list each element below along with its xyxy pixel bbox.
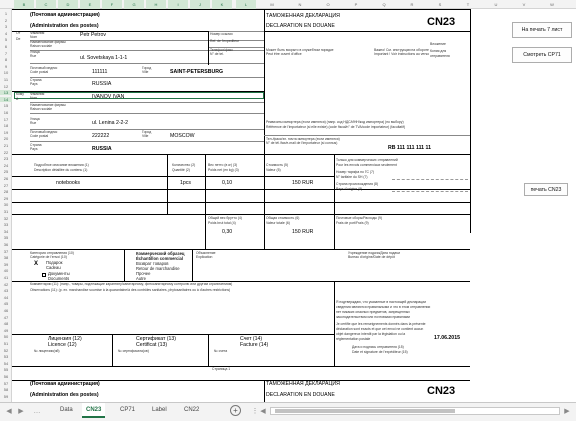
row-header[interactable]: 45	[3, 301, 9, 307]
row-header[interactable]: 23	[3, 156, 9, 162]
recipient-country[interactable]: RUSSIA	[92, 146, 112, 152]
row-header[interactable]: 10	[3, 70, 9, 76]
total-weight[interactable]: 0,30	[222, 229, 233, 235]
form-code: CN23	[427, 16, 456, 28]
row-header[interactable]: 25	[3, 169, 9, 175]
row-header[interactable]: 12	[3, 83, 9, 89]
licence-no: № лицензии(ий)	[34, 349, 60, 353]
tab-split-handle[interactable]: ⋮	[251, 408, 259, 415]
row-header[interactable]: 50	[3, 334, 9, 340]
row-header[interactable]: 3	[4, 24, 8, 30]
category-documents-checkbox[interactable]	[42, 273, 46, 277]
declaration-title-en: DECLARATION EN DOUANE	[266, 23, 335, 29]
row-header[interactable]: 55	[3, 367, 9, 373]
row-header[interactable]: 44	[3, 294, 9, 300]
column-header[interactable]: W	[550, 2, 554, 7]
row-header[interactable]: 16	[3, 110, 9, 115]
sheet-tab-bar	[0, 402, 576, 421]
item-weight[interactable]: 0,10	[222, 180, 233, 186]
row-header[interactable]: 53	[3, 354, 9, 360]
row-header[interactable]: 41	[3, 275, 9, 280]
column-header[interactable]: I	[168, 0, 188, 9]
declaration-date[interactable]: 17.06.2015	[434, 335, 460, 341]
add-sheet-icon[interactable]: +	[230, 405, 241, 416]
item-description[interactable]: notebooks	[56, 180, 80, 186]
row-header[interactable]: 29	[3, 195, 9, 201]
tab-label[interactable]: Label	[152, 407, 167, 413]
row-header[interactable]: 58	[3, 387, 9, 393]
sender-country[interactable]: RUSSIA	[92, 81, 112, 87]
horizontal-scrollbar[interactable]	[270, 407, 560, 415]
row-header[interactable]: 54	[3, 360, 9, 366]
certificate-label: Certificat (13)	[136, 342, 168, 348]
tab-cn22[interactable]: CN22	[184, 407, 200, 413]
scroll-tabs-left-icon[interactable]: ◀	[6, 408, 12, 415]
admin-title-en: (Administration des postes)	[30, 23, 99, 29]
row-header[interactable]: 31	[3, 209, 9, 214]
row-header[interactable]: 14	[0, 97, 12, 102]
row-header[interactable]: 27	[3, 182, 9, 188]
column-header[interactable]: S	[438, 2, 442, 7]
row-header[interactable]: 56	[3, 374, 9, 379]
print-7-sheet-button[interactable]: На печать 7 лист	[512, 22, 572, 38]
column-header[interactable]: B	[14, 0, 34, 9]
invoice-no: № счета	[214, 349, 228, 353]
row-header[interactable]: 2	[4, 17, 8, 23]
certificate-no: № сертификата(ов)	[118, 349, 149, 353]
row-header[interactable]: 57	[3, 380, 9, 386]
row-header[interactable]: 51	[3, 341, 9, 346]
row-header[interactable]: 26	[3, 176, 9, 181]
row-header[interactable]: 8	[4, 57, 8, 63]
row-header[interactable]: 46	[3, 308, 9, 313]
row-header[interactable]: 11	[3, 77, 9, 82]
admin-title: (Почтовая администрация)	[30, 12, 100, 18]
recipient-city[interactable]: MOSCOW	[170, 133, 195, 139]
row-header[interactable]: 42	[3, 281, 9, 287]
column-header[interactable]: F	[102, 0, 122, 9]
invoice-label: Facture (14)	[240, 342, 269, 348]
column-header[interactable]: C	[36, 0, 56, 9]
row-header[interactable]: 9	[4, 63, 8, 69]
column-header[interactable]: K	[212, 0, 232, 9]
commercial-only-label: Только для коммерческих отправлений	[336, 158, 398, 162]
category-other[interactable]: Autre	[136, 276, 147, 281]
row-header[interactable]: 7	[4, 50, 8, 56]
column-header[interactable]: O	[326, 2, 330, 7]
row-header[interactable]: 32	[3, 215, 9, 221]
row-header[interactable]: 13	[0, 90, 12, 95]
column-headers	[0, 0, 576, 9]
column-header[interactable]: D	[58, 0, 78, 9]
row-header[interactable]: 40	[3, 268, 9, 274]
column-header[interactable]: T	[466, 2, 470, 7]
recipient-street[interactable]: ul. Lenina 2-2-2	[92, 120, 129, 126]
tab-cn23[interactable]: CN23	[82, 403, 105, 418]
declaration-title: ТАМОЖЕННАЯ ДЕКЛАРАЦИЯ	[266, 13, 340, 19]
row-header[interactable]: 21	[3, 143, 9, 148]
total-value[interactable]: 150 RUR	[292, 229, 314, 235]
scroll-tabs-right-icon[interactable]: ▶	[18, 408, 24, 415]
row-header[interactable]: 17	[3, 116, 9, 122]
row-header[interactable]: 59	[3, 393, 9, 399]
column-header[interactable]: E	[80, 0, 100, 9]
row-header[interactable]: 19	[3, 129, 9, 135]
sender-postcode[interactable]: 111111	[92, 69, 108, 75]
comments-en: Observations (11): (p. ex. marchandise soumise à la quarantaine/à des contrôles sanitaires, phytosanitaires ou à d'autres restrictions)	[30, 288, 231, 292]
comments-ru: Комментарии (11): (напр., товары, подлежащие карантину/санитарному, фитосанитарному контролю или другим ограничениям)	[30, 282, 233, 286]
importer-ref: Реквизиты импортера (если имеются) (напр. код НДС/ИНН/код импортера) (по выбору)	[266, 120, 404, 124]
column-header[interactable]: M	[270, 2, 274, 7]
declaration-text: Я подтверждаю, что указанные в настоящей декларации	[336, 300, 426, 304]
row-header[interactable]: 38	[3, 255, 9, 261]
column-header[interactable]: J	[190, 0, 210, 9]
column-header[interactable]: L	[236, 0, 256, 9]
row-header[interactable]: 1	[4, 11, 8, 16]
column-header[interactable]: R	[410, 2, 414, 7]
column-header[interactable]: N	[298, 2, 302, 7]
from-label: От	[16, 31, 21, 35]
row-header[interactable]: 30	[3, 202, 9, 208]
barcode-number: RB 111 111 111 11	[388, 145, 431, 151]
column-header[interactable]: G	[124, 0, 144, 9]
tab-cp71[interactable]: CP71	[120, 407, 136, 413]
row-headers	[0, 9, 12, 402]
row-header[interactable]: 37	[3, 248, 9, 254]
row-header[interactable]: 43	[3, 288, 9, 294]
sender-name[interactable]: Petr Petrov	[80, 32, 106, 38]
licence-label: Licence (12)	[48, 342, 77, 348]
scroll-right-icon[interactable]: ▶	[564, 408, 570, 415]
column-header[interactable]: V	[522, 2, 526, 7]
column-header[interactable]: P	[354, 2, 358, 7]
item-value[interactable]: 150 RUR	[292, 180, 314, 186]
sender-city[interactable]: SAINT-PETERSBURG	[170, 69, 224, 75]
recipient-name[interactable]: IVANOV IVAN	[92, 94, 125, 100]
row-header[interactable]: 33	[3, 222, 9, 228]
selected-cell-range[interactable]	[14, 92, 264, 99]
row-header[interactable]: 34	[3, 228, 9, 234]
category-return[interactable]: Retour de marchandise	[136, 266, 180, 271]
row-header[interactable]: 20	[3, 136, 9, 142]
column-header[interactable]: Q	[382, 2, 386, 7]
category-gift[interactable]: Cadeau	[46, 265, 61, 270]
row-header[interactable]: 18	[3, 123, 9, 129]
gift-check-mark[interactable]: X	[34, 261, 39, 267]
row-header[interactable]: 48	[3, 321, 9, 327]
horizontal-scrollbar-thumb[interactable]	[275, 409, 455, 413]
column-header[interactable]: U	[494, 2, 498, 7]
row-header[interactable]: 52	[3, 347, 9, 353]
item-quantity[interactable]: 1pcs	[180, 180, 191, 186]
row-header[interactable]: 4	[4, 30, 8, 36]
sender-street[interactable]: ul. Sovetskaya 1-1-1	[80, 55, 128, 61]
form-code-copy: CN23	[427, 385, 456, 397]
row-header[interactable]: 47	[3, 314, 9, 320]
column-header[interactable]: H	[146, 0, 166, 9]
row-header[interactable]: 35	[3, 235, 9, 241]
row-header[interactable]: 28	[3, 189, 9, 195]
row-header[interactable]: 6	[4, 44, 8, 49]
recipient-postcode[interactable]: 222222	[92, 133, 110, 139]
scroll-left-icon[interactable]: ◀	[260, 408, 266, 415]
category-commercial[interactable]: Échantillon commercial	[136, 256, 184, 261]
row-header[interactable]: 24	[3, 162, 9, 168]
row-header[interactable]: 15	[3, 103, 9, 109]
worksheet[interactable]: (Почтовая администрация) (Administration des postes) ТАМОЖЕННАЯ ДЕКЛАРАЦИЯ DECLARATION EN DOUANE CN23 От De Фамилия Nom Petr Petrov Наименование фирмы Raison sociale Улица Rue ul. Sovetskaya 1-1-1 Почтовый индекс Code postal 111111 Город Ville SAINT-PETERSBURG Страна Pays RUSSIA Кому À Фамилия Nom IVANOV IVAN Наименование фирмы Raison sociale Улица Rue ul. Lenina 2-2-2 Почтовый индекс Code postal 222222 Город Ville MOSCOW Страна Pays RUSSIA Номер ссылки Ref. de l'expediteur Телефон/факс N° de tel. Может быть вскрыто в служебном порядке Peut être ouvert d'office Важно! См. инструкции на обороте Important ! Voir instructions au verso Вложение Копия для отправителя Реквизиты импортера (если имеются) (напр. код НДС/ИНН/код импортера) (по выбору) Référence de l'importateur (si elle existe) (code fiscal/n° de TVA/code importateur) (facultatif) Тел./факс/эл. почта импортера (если имеются) N° de tél./fax/e-mail de l'importateur (si connus) RB 111 111 111 11 Подробное описание вложения (1) Description détaillée du contenu (1) Количество (2) Quantité (2) Вес нетто (в кг) (3) Poids net (en kg) (3) Стоимость (5) Valeur (5) notebooks 1pcs 0,10 150 RUR Общий вес брутто (4) Poids brut total (4) 0,30 Общая стоимость (6) Valeur totale (6) 150 RUR Почтовые сборы/Расходы (9) Frais de port/Frais (9) Только для коммерческих отправлений Pour les envois commerciaux seulement Номер тарифа по ГС (7) N° tarifaire du SH (7) Страна происхождения (8) Pays d'origine (8) Категория отправления (10) Catégorie de l'envoi (10) X Подарок Cadeau Документы Documents Коммерческий образец Échantillon commercial Возврат товаров Retour de marchandise Прочее Autre Объяснение Explication Учреждение подачи/Дата подачи Bureau d'origine/Date de dépôt Комментарии (11): (напр., товары, подлежащие карантину/санитарному, фитосанитарному контролю или другим ограничениям) Observations (11): (p. ex. marchandise soumise à la quarantaine/à des contrôles sanitaires, phytosanitaires ou à d'autres restrictions) Я подтверждаю, что указанные в настоящей декларации сведения являются правильными и что в этом отправлении нет никаких опасных предметов, запрещенных законодательством или почтовыми правилами Je certifie que les renseignements donnés dans la présente déclaration sont exacts et que cet envoi ne contient aucun objet dangereux interdit par la législation ou la réglementation postale Лицензия (12) Licence (12) № лицензии(ий) Сертификат (13) Certificat (13) № сертификата(ов) Счет (14) Facture (14) № счета 17.06.2015 Дата и подпись отправителя (15) Date et signature de l'expéditeur (15) Страница 1 (Почтовая администрация) (Administration des postes) ТАМОЖЕННАЯ ДЕКЛАРАЦИЯ DECLARATION EN DOUANE CN23 На печать 7 лист Смотреть CP71 печать CN23	[12, 9, 576, 402]
tab-data[interactable]: Data	[60, 407, 73, 413]
view-cp71-button[interactable]: Смотреть CP71	[512, 47, 572, 63]
row-header[interactable]: 49	[3, 327, 9, 333]
row-header[interactable]: 22	[3, 149, 9, 155]
category-documents[interactable]: Documents	[48, 276, 70, 281]
row-header[interactable]: 36	[3, 242, 9, 247]
print-cn23-button[interactable]: печать CN23	[524, 183, 568, 196]
row-header[interactable]: 5	[4, 37, 8, 43]
row-header[interactable]: 39	[3, 261, 9, 267]
page-footer: Страница 1	[212, 367, 231, 371]
more-tabs-icon[interactable]: …	[33, 408, 41, 415]
